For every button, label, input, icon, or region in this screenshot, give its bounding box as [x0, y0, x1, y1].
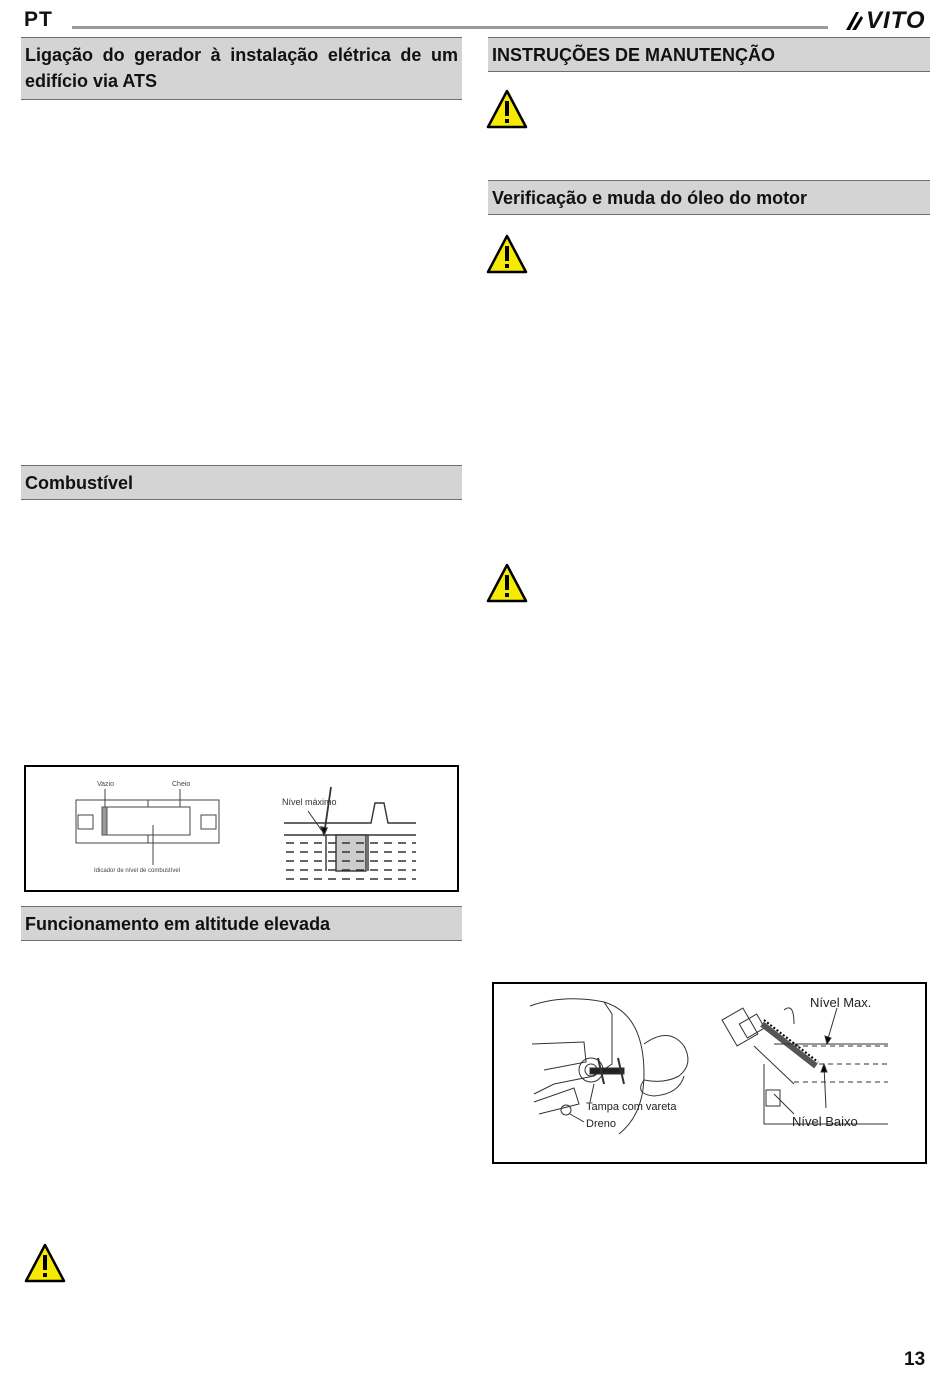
section-heading-altitude: Funcionamento em altitude elevada: [21, 906, 462, 941]
empty-label: Vazio: [97, 781, 114, 788]
oil-cap-drawing: [530, 999, 688, 1134]
cap-label: Tampa com vareta: [586, 1101, 677, 1113]
max-level-label: Nível máximo: [282, 797, 337, 807]
warning-icon: [486, 563, 528, 603]
section-heading-oil: Verificação e muda do óleo do motor: [488, 180, 930, 215]
fuel-gauge-drawing: [76, 789, 219, 865]
section-heading-ats: Ligação do gerador à instalação elétrica de um edifício via ATS: [21, 37, 462, 100]
low-label: Nível Baixo: [792, 1114, 858, 1129]
oil-dipstick-drawing: [722, 1008, 888, 1124]
page-number: 13: [904, 1349, 926, 1370]
warning-icon: [486, 89, 528, 129]
brand-mark-icon: [844, 10, 864, 32]
header-rule: [72, 26, 828, 29]
brand-name: VITO: [866, 7, 926, 34]
full-label: Cheio: [172, 781, 191, 788]
section-heading-fuel: Combustível: [21, 465, 462, 500]
gauge-caption: Idicador de nível de combustível: [94, 868, 181, 874]
drain-label: Dreno: [586, 1118, 616, 1130]
fuel-level-figure: [24, 765, 459, 892]
warning-icon: [24, 1243, 66, 1283]
oil-level-figure: [492, 982, 927, 1164]
section-heading-maintenance: INSTRUÇÕES DE MANUTENÇÃO: [488, 37, 930, 72]
max-label: Nível Max.: [810, 995, 872, 1010]
brand-logo: [844, 7, 926, 35]
warning-icon: [486, 234, 528, 274]
language-code: PT: [24, 8, 53, 31]
